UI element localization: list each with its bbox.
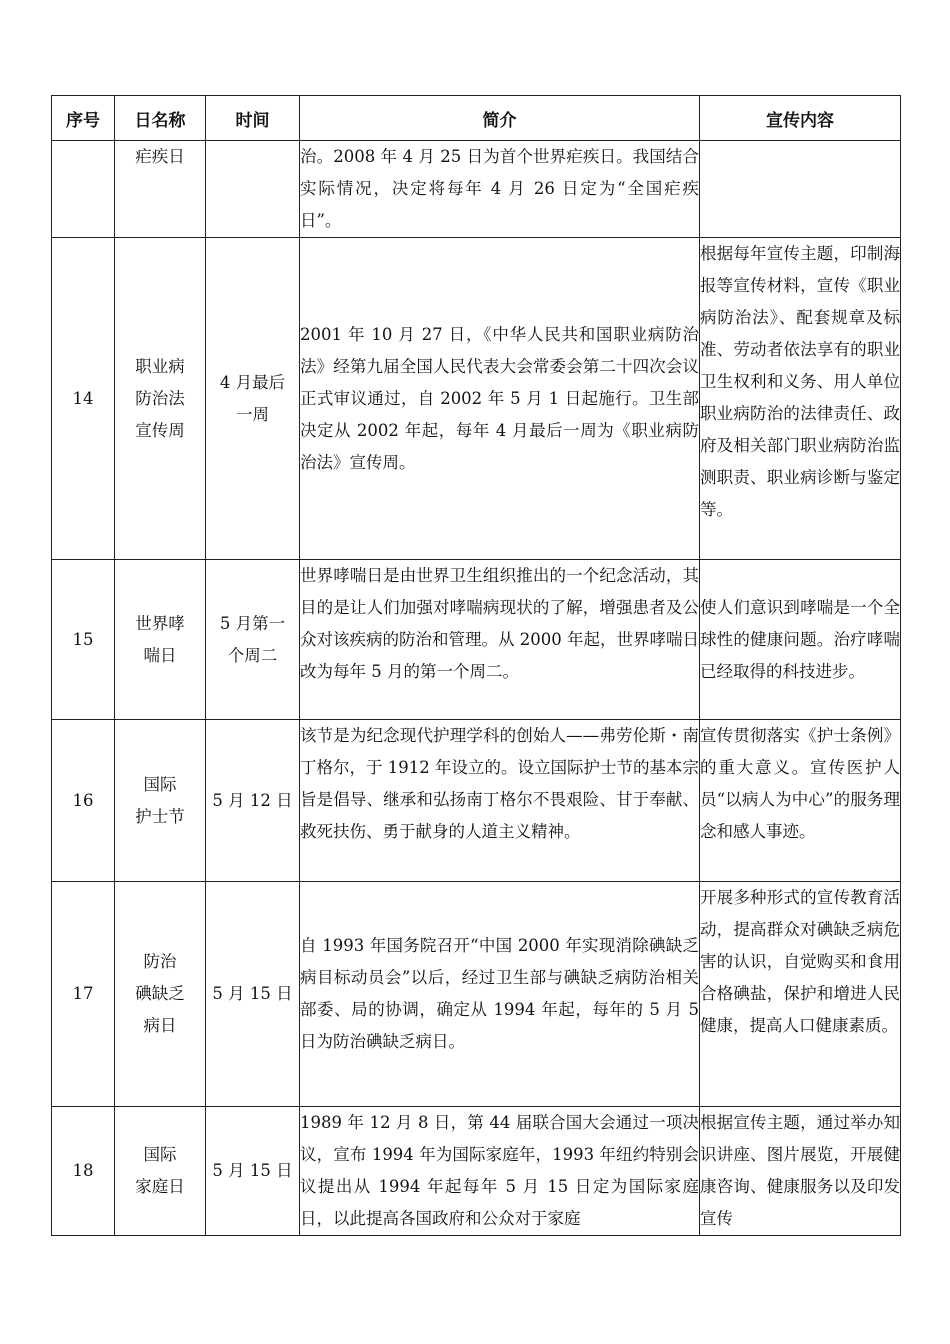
- time-line: 5 月第一: [219, 613, 286, 633]
- day-name-line: 病日: [143, 1016, 177, 1035]
- row-day-name: [115, 882, 206, 1107]
- header-number: 序号: [52, 96, 115, 141]
- row-day-name: [115, 560, 206, 720]
- row-number: 18: [52, 1107, 115, 1236]
- day-name-line: 碘缺乏: [135, 984, 185, 1003]
- day-name-line: 国际: [143, 774, 177, 794]
- day-name-line: 防治法: [135, 388, 185, 408]
- day-name-line: 职业病: [135, 356, 185, 376]
- day-name-line: 防治: [143, 952, 177, 971]
- row-time: [206, 560, 300, 720]
- row-promo: 开展多种形式的宣传教育活动，提高群众对碘缺乏病危害的认识，自觉购买和食用合格碘盐，保护和增进人民健康，提高人口健康素质。: [700, 882, 901, 1107]
- table-row: [52, 720, 901, 882]
- day-name-line: 护士节: [135, 806, 185, 826]
- table-row: [52, 141, 901, 238]
- day-name-line: 家庭日: [135, 1177, 185, 1196]
- table-row: [52, 238, 901, 560]
- row-time: [206, 141, 300, 238]
- row-day-name: [115, 238, 206, 560]
- day-name-line: 宣传周: [135, 420, 185, 440]
- row-intro: 1989 年 12 月 8 日，第 44 届联合国大会通过一项决议，宣布 1994 年为国际家庭年，1993 年纽约特别会议提出从 1994 年起每年 5 月 15 日定为国际家庭日，以此提高各国政府和公众对于家庭: [300, 1107, 700, 1236]
- row-day-name: [115, 1107, 206, 1236]
- row-promo: 根据每年宣传主题，印制海报等宣传材料，宣传《职业病防治法》、配套规章及标准、劳动者依法享有的职业卫生权利和义务、用人单位职业病防治的法律责任、政府及相关部门职业病防治监测职责、职业病诊断与鉴定等。: [700, 238, 901, 560]
- day-name-line: 世界哮: [135, 613, 185, 633]
- row-intro: 2001 年 10 月 27 日，《中华人民共和国职业病防治法》经第九届全国人民代表大会常委会第二十四次会议正式审议通过，自 2002 年 5 月 1 日起施行。卫生部决定从 2002 年起，每年 4 月最后一周为《职业病防治法》宣传周。: [300, 238, 700, 560]
- row-promo: 根据宣传主题，通过举办知识讲座、图片展览，开展健康咨询、健康服务以及印发宣传: [700, 1107, 901, 1236]
- row-time: [206, 882, 300, 1107]
- header-intro: 简介: [300, 96, 700, 141]
- time-line: 4 月最后: [219, 372, 286, 392]
- row-number: 17: [52, 882, 115, 1107]
- row-promo: [700, 141, 901, 238]
- time-line: 一周: [236, 404, 269, 424]
- table-row: [52, 1107, 901, 1236]
- table-row: [52, 882, 901, 1107]
- row-number: [52, 141, 115, 238]
- row-promo: 宣传贯彻落实《护士条例》的重大意义。宣传医护人员“以病人为中心”的服务理念和感人事迹。: [700, 720, 901, 882]
- row-number: 15: [52, 560, 115, 720]
- row-intro: 该节是为纪念现代护理学科的创始人——弗劳伦斯・南丁格尔，于 1912 年设立的。设立国际护士节的基本宗旨是倡导、继承和弘扬南丁格尔不畏艰险、甘于奉献、救死扶伤、勇于献身的人道主义精神。: [300, 720, 700, 882]
- header-promo-content: 宣传内容: [700, 96, 901, 141]
- row-intro: 世界哮喘日是由世界卫生组织推出的一个纪念活动，其目的是让人们加强对哮喘病现状的了解，增强患者及公众对该疾病的防治和管理。从 2000 年起，世界哮喘日改为每年 5 月的第一个周二。: [300, 560, 700, 720]
- time-line: 5 月 15 日: [212, 984, 293, 1003]
- row-number: 14: [52, 238, 115, 560]
- row-intro: 治。2008 年 4 月 25 日为首个世界疟疾日。我国结合实际情况，决定将每年 4 月 26 日定为“全国疟疾日”。: [300, 141, 700, 238]
- day-name-line: 喘日: [143, 645, 177, 665]
- row-time: [206, 238, 300, 560]
- day-name-line: 疟疾日: [135, 147, 185, 166]
- header-time: 时间: [206, 96, 300, 141]
- row-intro: 自 1993 年国务院召开“中国 2000 年实现消除碘缺乏病目标动员会”以后，经过卫生部与碘缺乏病防治相关部委、局的协调，确定从 1994 年起，每年的 5 月 5 日为防治碘缺乏病日。: [300, 882, 700, 1107]
- row-day-name: [115, 720, 206, 882]
- table-row: [52, 560, 901, 720]
- table-header-row: [52, 96, 901, 141]
- row-time: [206, 1107, 300, 1236]
- row-number: 16: [52, 720, 115, 882]
- header-day-name: 日名称: [115, 96, 206, 141]
- day-name-line: 国际: [143, 1145, 177, 1164]
- health-days-table: [51, 95, 901, 1236]
- time-line: 5 月 12 日: [212, 790, 293, 810]
- row-promo: 使人们意识到哮喘是一个全球性的健康问题。治疗哮喘已经取得的科技进步。: [700, 560, 901, 720]
- row-time: [206, 720, 300, 882]
- row-day-name: [115, 141, 206, 238]
- time-line: 个周二: [227, 645, 278, 665]
- time-line: 5 月 15 日: [212, 1161, 293, 1180]
